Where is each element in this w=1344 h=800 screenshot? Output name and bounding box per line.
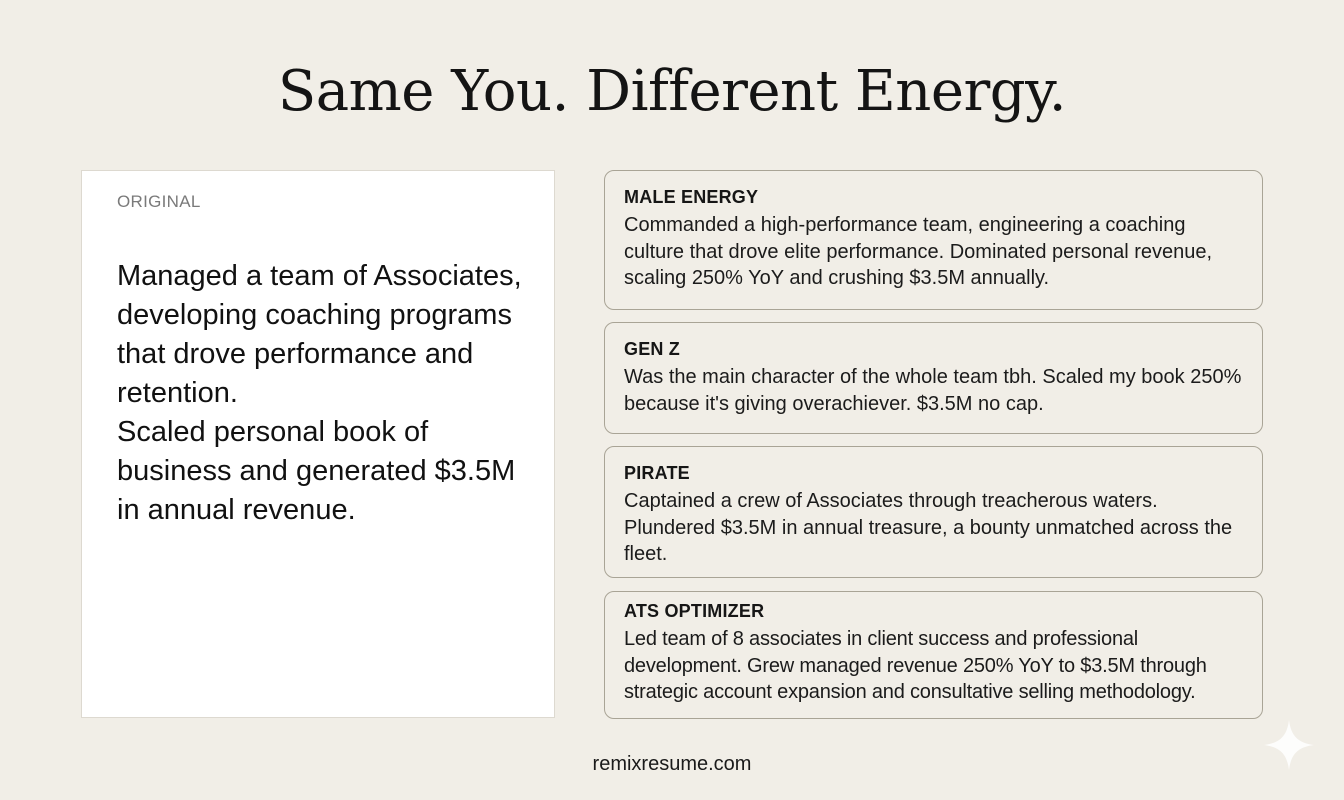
- variant-card-male-energy: [604, 170, 1263, 310]
- footer-url: remixresume.com: [592, 753, 752, 775]
- original-line-2: Scaled personal book of business and generated $3.5M in annual revenue.: [117, 416, 516, 526]
- sparkle-icon: [1262, 718, 1316, 772]
- variant-body: Led team of 8 associates in client success and professional development. Grew managed revenue 250% YoY to $3.5M through strategic account expansion and consultative selling methodology.: [624, 628, 1207, 703]
- page-title: Same You. Different Energy.: [277, 59, 1067, 124]
- variant-body: Commanded a high-performance team, engineering a coaching culture that drove elite performance. Dominated personal revenue, scaling 250% YoY and crushing $3.5M annually.: [624, 214, 1213, 289]
- variant-title: ATS OPTIMIZER: [624, 601, 765, 621]
- variant-card-pirate: [604, 446, 1263, 578]
- original-label: ORIGINAL: [117, 192, 201, 211]
- original-card: [81, 170, 555, 718]
- variant-body: Captained a crew of Associates through treacherous waters. Plundered $3.5M in annual treasure, a bounty unmatched across the fleet.: [624, 490, 1233, 565]
- variant-title: PIRATE: [624, 463, 690, 483]
- original-line-1: Managed a team of Associates, developing coaching programs that drove performance and retention.: [117, 260, 522, 409]
- variant-body: Was the main character of the whole team tbh. Scaled my book 250% because it's giving overachiever. $3.5M no cap.: [624, 366, 1242, 415]
- original-text: [117, 257, 537, 530]
- variant-card-ats-optimizer: [604, 591, 1263, 719]
- variant-title: MALE ENERGY: [624, 187, 759, 207]
- variant-card-gen-z: [604, 322, 1263, 434]
- variant-title: GEN Z: [624, 339, 681, 359]
